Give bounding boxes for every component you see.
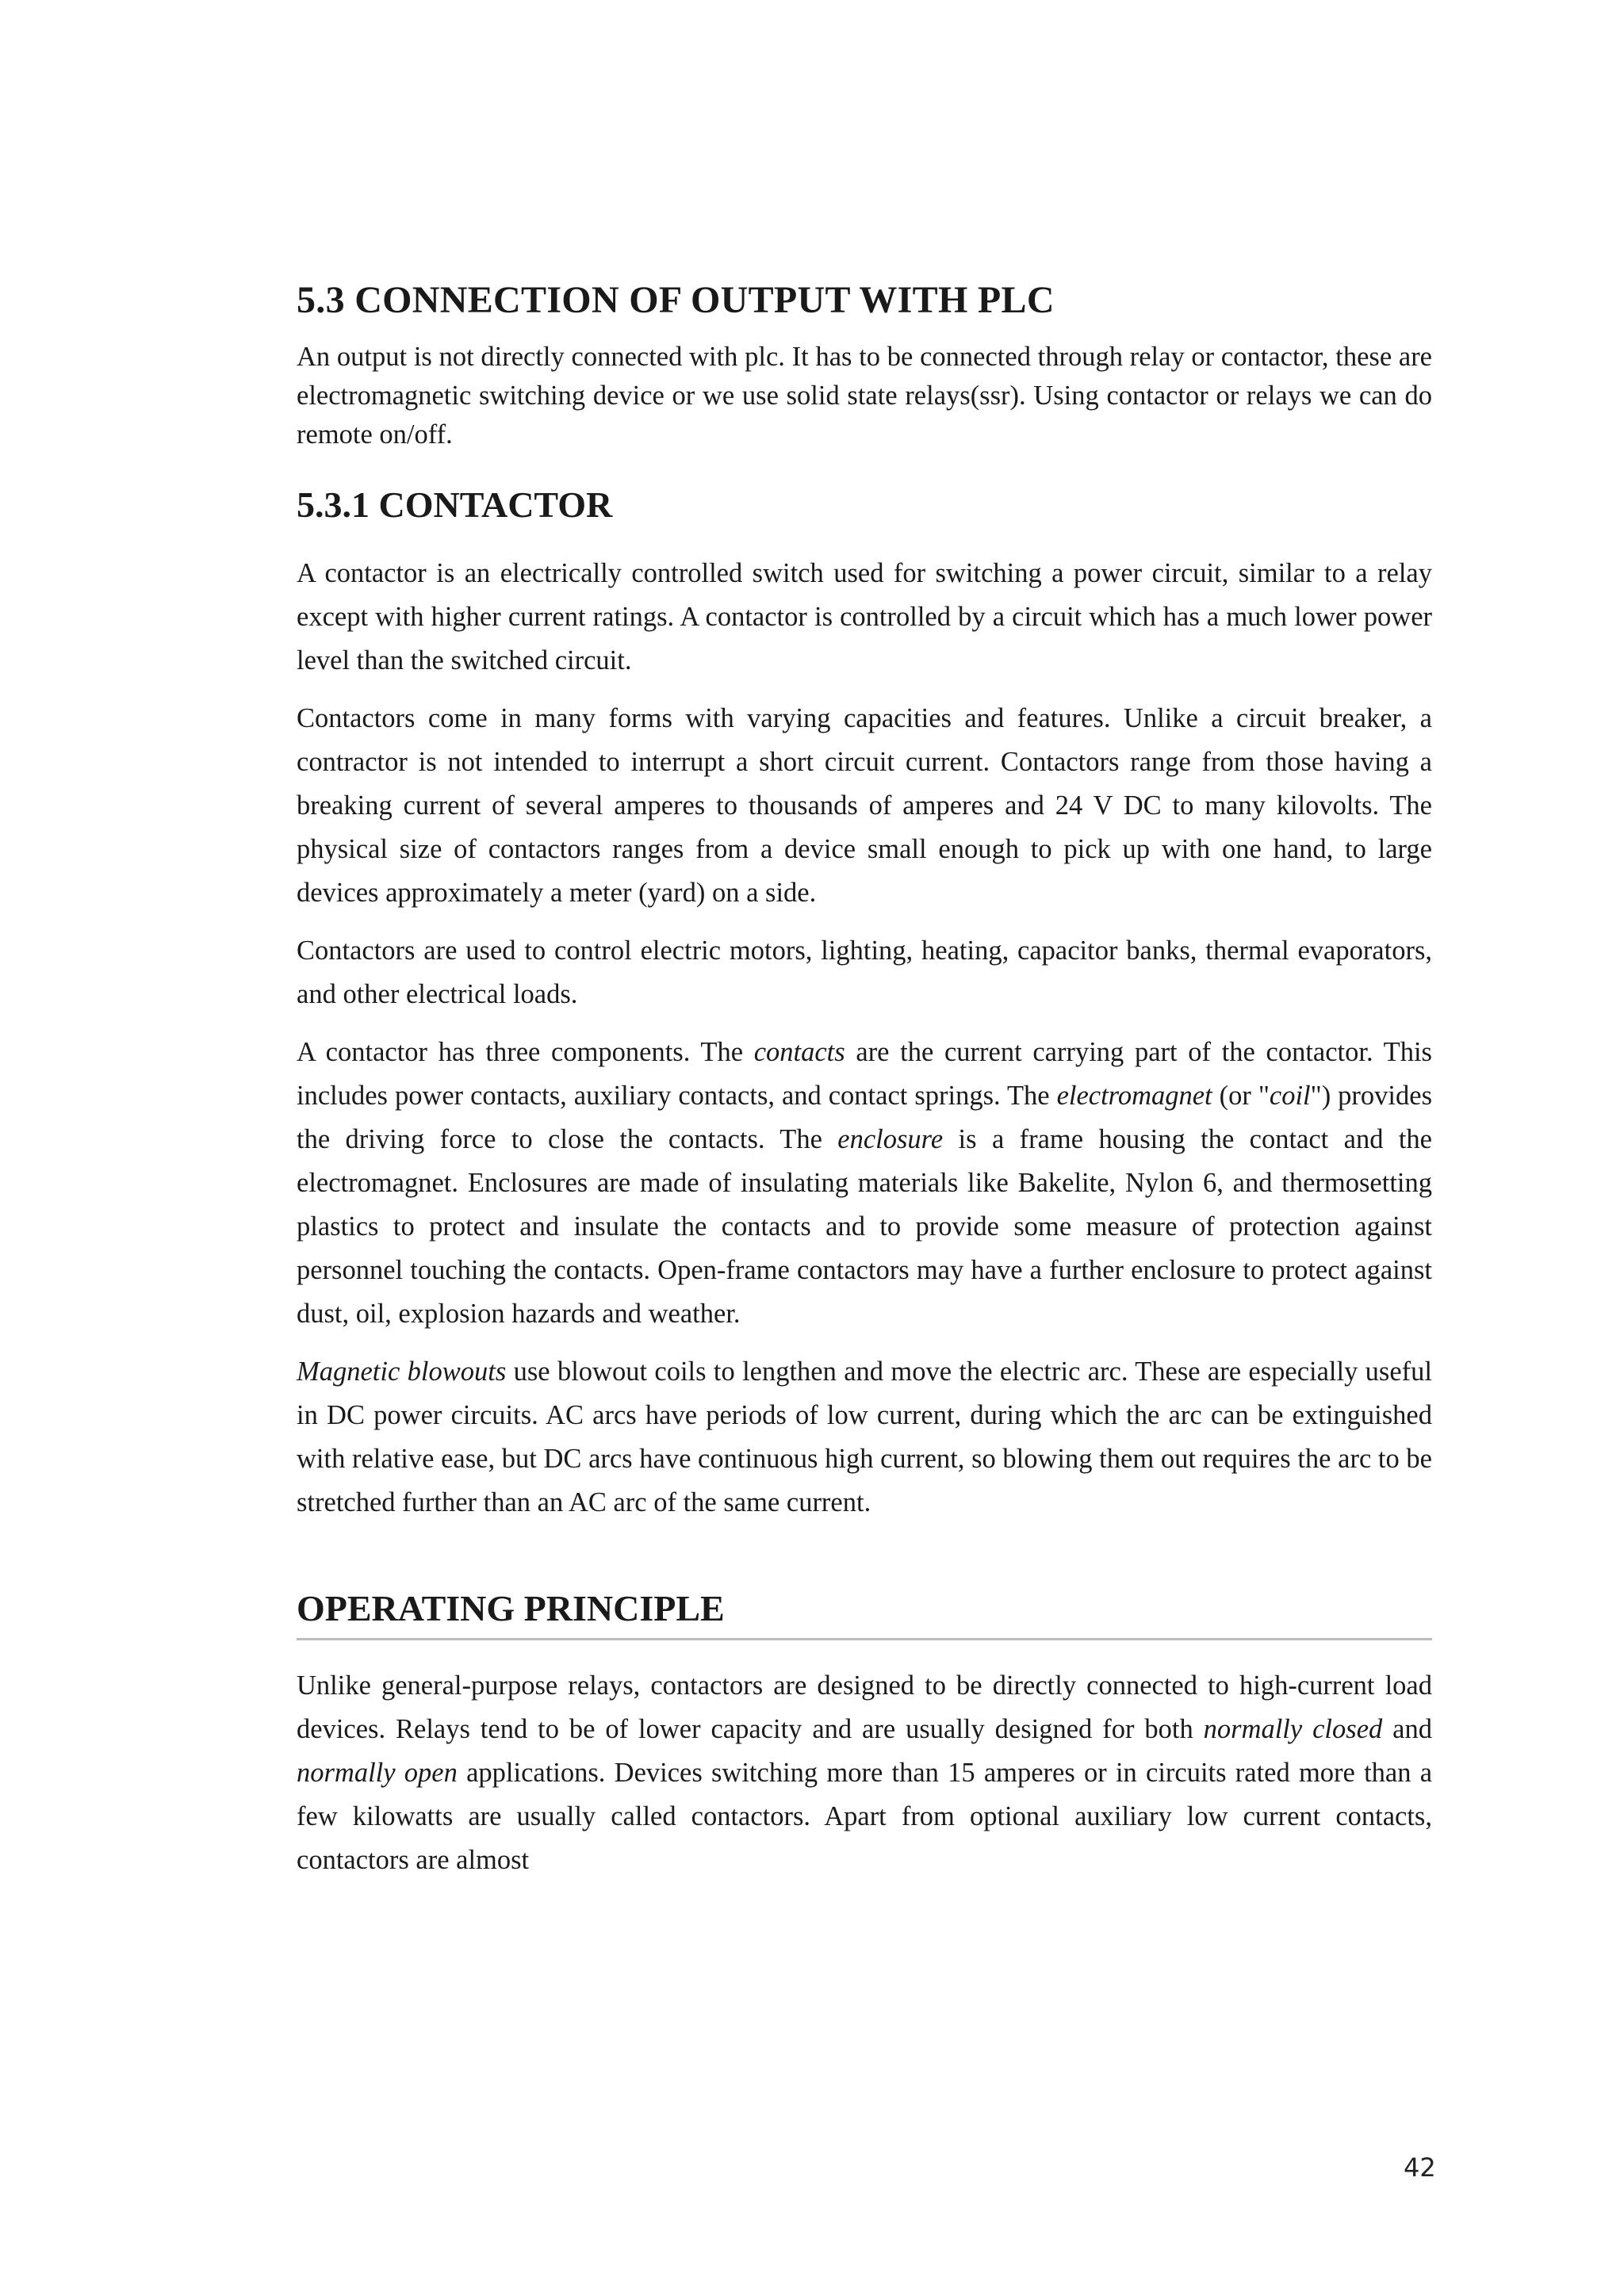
text-run: (or " (1212, 1080, 1270, 1111)
operating-principle-heading: OPERATING PRINCIPLE (297, 1586, 1432, 1640)
page-content (297, 277, 1432, 1896)
italic-term-coil: coil (1269, 1080, 1311, 1111)
section-heading: 5.3 CONNECTION OF OUTPUT WITH PLC (297, 279, 1055, 321)
text-run: are the current carrying part of the contactor. This includes power contacts, auxiliary contacts, and contact springs. The (297, 1036, 1432, 1111)
italic-term-contacts: contacts (753, 1036, 845, 1067)
magnetic-blowouts-paragraph (297, 1350, 1432, 1525)
contactor-components-paragraph (297, 1031, 1432, 1336)
text-run: applications. Devices switching more than 15 amperes or in circuits rated more than a few kilowatts are usually called contactors. Apart from optional auxiliary low current contacts, contactors are almost (297, 1757, 1433, 1875)
text-run: is a frame housing the contact and the electromagnet. Enclosures are made of insulating materials like Bakelite, Nylon 6, and thermosetting plastics to protect and insulate the contacts and to provide some measure of protection against personnel touching the contacts. Open-frame contactors may have a further enclosure to protect against dust, oil, explosion hazards and weather. (297, 1123, 1432, 1329)
contactor-definition-paragraph: A contactor is an electrically controlled switch used for switching a power circuit, similar to a relay except with higher current ratings. A contactor is controlled by a circuit which has a much lower power level than the switched circuit. (297, 557, 1432, 675)
text-run: use blowout coils to lengthen and move the electric arc. These are especially useful in DC power circuits. AC arcs have periods of low current, during which the arc can be extinguished with relative ease, but DC arcs have continuous high current, so blowing them out requires the arc to be stretched further than an AC arc of the same current. (297, 1356, 1432, 1517)
italic-term-electromagnet: electromagnet (1056, 1080, 1212, 1111)
italic-term-normally-open: normally open (297, 1757, 458, 1788)
contactor-forms-paragraph: Contactors come in many forms with varying capacities and features. Unlike a circuit breaker, a contractor is not intended to interrupt a short circuit current. Contactors range from those having a breaking current of several amperes to thousands of amperes and 24 V DC to many kilovolts. The physical size of contactors ranges from a device small enough to pick up with one hand, to large devices approximately a meter (yard) on a side. (297, 702, 1432, 908)
text-run: ") provides the driving force to close the contacts. The (297, 1080, 1432, 1154)
subsection-heading: 5.3.1 CONTACTOR (297, 484, 613, 525)
text-run: A contactor has three components. The (297, 1036, 754, 1067)
operating-principle-paragraph (297, 1664, 1432, 1882)
italic-term-enclosure: enclosure (837, 1123, 944, 1154)
text-run: and (1382, 1713, 1432, 1744)
italic-term-normally-closed: normally closed (1203, 1713, 1383, 1744)
page-number: 42 (1404, 2152, 1436, 2183)
contactor-uses-paragraph: Contactors are used to control electric motors, lighting, heating, capacitor banks, thermal evaporators, and other electrical loads. (297, 935, 1432, 1009)
italic-term-magnetic-blowouts: Magnetic blowouts (297, 1356, 507, 1387)
text-run: Unlike general-purpose relays, contactors are designed to be directly connected to high-current load devices. Relays tend to be of lower capacity and are usually designed for both (297, 1670, 1432, 1744)
section-intro-paragraph: An output is not directly connected with plc. It has to be connected through relay or contactor, these are electromagnetic switching device or we use solid state relays(ssr). Using contactor or relays we can do remote on/off. (297, 341, 1432, 450)
